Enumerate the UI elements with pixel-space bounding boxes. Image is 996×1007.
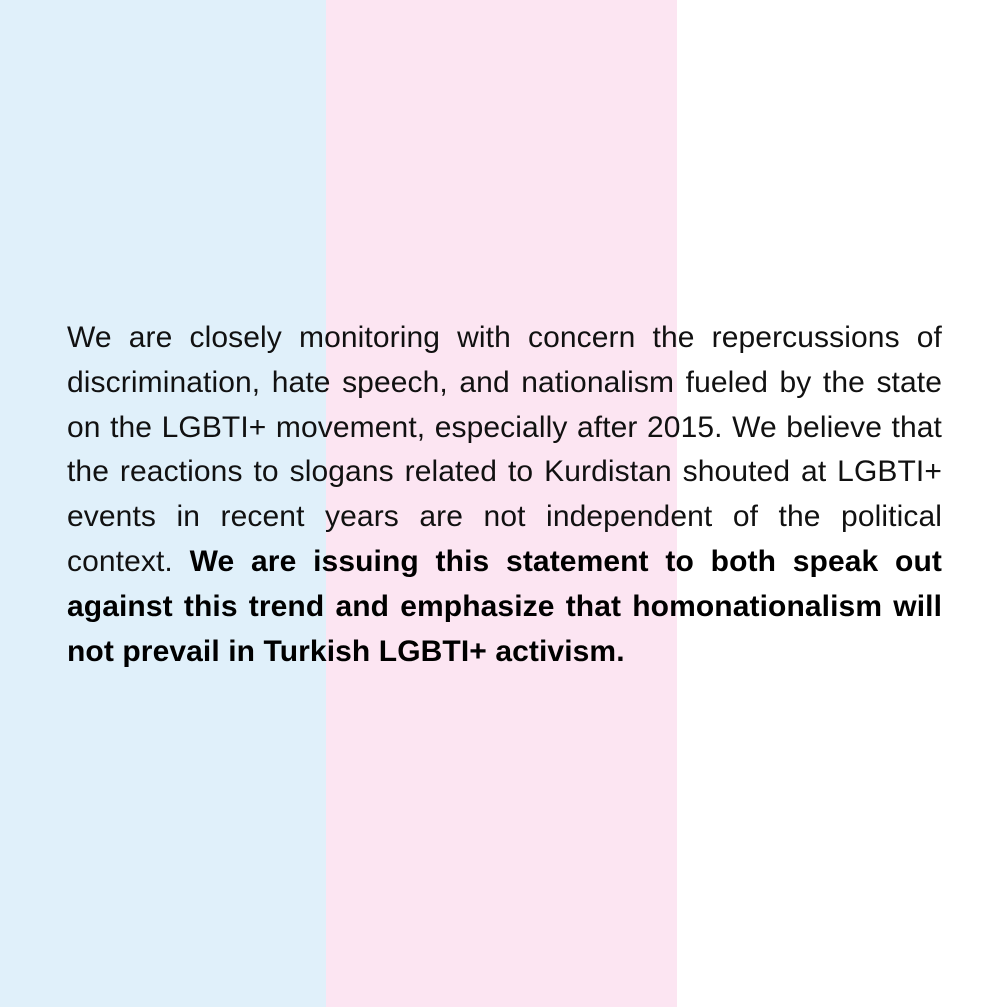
statement-text (67, 316, 942, 674)
statement-bold-text: We are issuing this statement to both speak out against this trend and emphasize that homonationalism will not prevail in Turkish LGBTI+ activism. (67, 544, 942, 668)
statement-regular-text: We are closely monitoring with concern the repercussions of discrimination, hate speech, and nationalism fueled by the state on the LGBTI+ movement, especially after 2015. We believe that the reactions to slogans related to Kurdistan shouted at LGBTI+ events in recent years are not independent of the political context. (67, 321, 942, 578)
